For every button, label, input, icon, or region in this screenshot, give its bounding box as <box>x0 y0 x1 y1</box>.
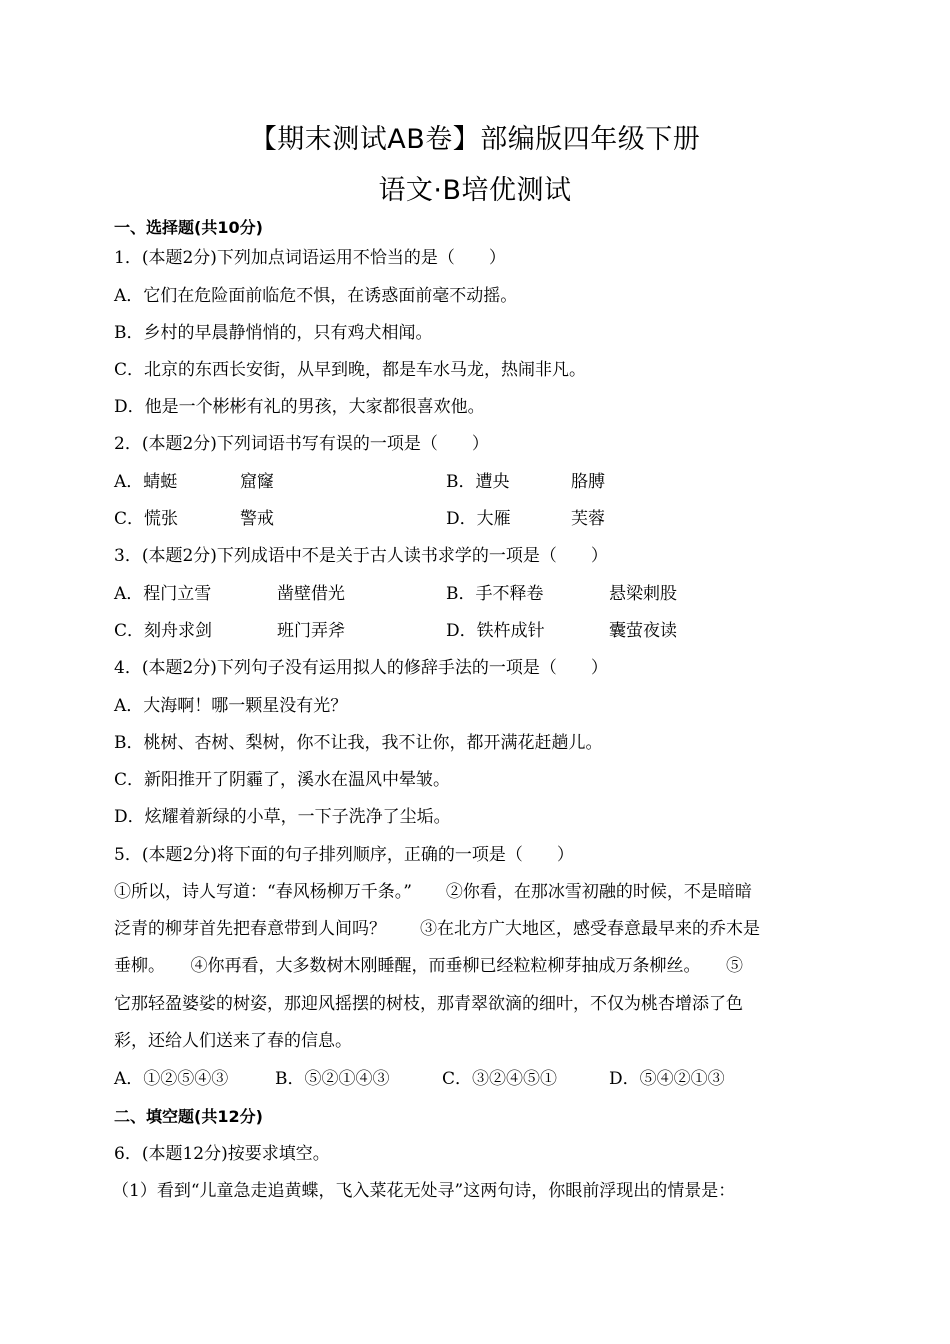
question-5-passage-line: 泛青的柳芽首先把春意带到人间吗？ ③在北方广大地区，感受春意最早来的乔木是 <box>114 919 760 939</box>
question-1-option-d: D．他是一个彬彬有礼的男孩，大家都很喜欢他。 <box>114 397 485 417</box>
document-title: 【期末测试AB卷】部编版四年级下册 <box>249 124 701 155</box>
question-2-option-d-word2: 芙蓉 <box>571 509 605 529</box>
question-5-stem: 5．(本题2分)将下面的句子排列顺序，正确的一项是（ ） <box>114 845 574 865</box>
question-5-passage-line: 垂柳。 ④你再看，大多数树木刚睡醒，而垂柳已经粒粒柳芽抽成万条柳丝。 ⑤ <box>114 956 743 976</box>
question-6-subquestion-1: （1）看到“儿童急走追黄蝶，飞入菜花无处寻”这两句诗，你眼前浮现出的情景是： <box>112 1181 736 1201</box>
question-3-option-b: B．手不释卷 <box>446 584 544 604</box>
question-3-option-a-word2: 凿壁借光 <box>277 584 345 604</box>
question-3-option-b-word2: 悬梁刺股 <box>609 584 677 604</box>
question-3-option-a: A．程门立雪 <box>114 584 212 604</box>
question-5-option-a: A．①②⑤④③ <box>114 1069 229 1089</box>
question-6-stem: 6．(本题12分)按要求填空。 <box>114 1144 330 1164</box>
question-3-option-d-word2: 囊萤夜读 <box>609 621 677 641</box>
question-2-option-a <box>114 471 177 493</box>
question-2-option-b: B．遭央 <box>446 472 510 492</box>
question-5-option-d: D．⑤④②①③ <box>609 1069 725 1089</box>
question-5-passage-line: ①所以，诗人写道：“春风杨柳万千条。” ②你看，在那冰雪初融的时候，不是暗暗 <box>114 882 752 902</box>
section-heading-choice: 一、选择题(共10分) <box>114 218 263 237</box>
question-3-option-c-word2: 班门弄斧 <box>277 621 345 641</box>
question-1-option-a: A．它们在危险面前临危不惧，在诱惑面前毫不动摇。 <box>114 286 518 306</box>
question-2-option-d: D．大雁 <box>446 509 511 529</box>
question-1-stem: 1．(本题2分)下列加点词语运用不恰当的是（ ） <box>114 248 506 268</box>
question-2-option-b-word2: 胳膊 <box>571 472 605 492</box>
question-5-option-c: C．③②④⑤① <box>442 1069 558 1089</box>
question-5-passage-line: 它那轻盈婆娑的树姿，那迎风摇摆的树枝，那青翠欲滴的细叶，不仅为桃杏增添了色 <box>114 994 743 1014</box>
question-3-stem: 3．(本题2分)下列成语中不是关于古人读书求学的一项是（ ） <box>114 546 608 566</box>
question-3-option-d: D．铁杵成针 <box>446 621 545 641</box>
question-4-option-b: B．桃树、杏树、梨树，你不让我，我不让你，都开满花赶趟儿。 <box>114 733 603 753</box>
question-5-passage-line: 彩，还给人们送来了春的信息。 <box>114 1031 352 1051</box>
question-1-option-b: B．乡村的早晨静悄悄的，只有鸡犬相闻。 <box>114 323 433 343</box>
question-4-option-d: D．炫耀着新绿的小草，一下子洗净了尘垢。 <box>114 807 451 827</box>
question-2-stem: 2．(本题2分)下列词语书写有误的一项是（ ） <box>114 434 489 454</box>
question-4-option-c: C．新阳推开了阴霾了，溪水在温风中晕皱。 <box>114 770 451 790</box>
question-4-stem: 4．(本题2分)下列句子没有运用拟人的修辞手法的一项是（ ） <box>114 658 608 678</box>
question-2-option-c-word2: 警戒 <box>240 509 274 529</box>
question-1-option-c: C．北京的东西长安街，从早到晚，都是车水马龙，热闹非凡。 <box>114 360 587 380</box>
question-5-option-b: B．⑤②①④③ <box>275 1069 390 1089</box>
question-2-option-a-word2: 窟窿 <box>240 472 274 492</box>
section-heading-fill: 二、填空题(共12分) <box>114 1107 263 1126</box>
question-2-option-c: C．慌张 <box>114 509 179 529</box>
question-4-option-a: A．大海啊！哪一颗星没有光？ <box>114 696 348 716</box>
question-3-option-c: C．刻舟求剑 <box>114 621 213 641</box>
document-subtitle: 语文·B培优测试 <box>378 175 572 206</box>
option-word: A．蜻蜓 <box>114 472 178 492</box>
